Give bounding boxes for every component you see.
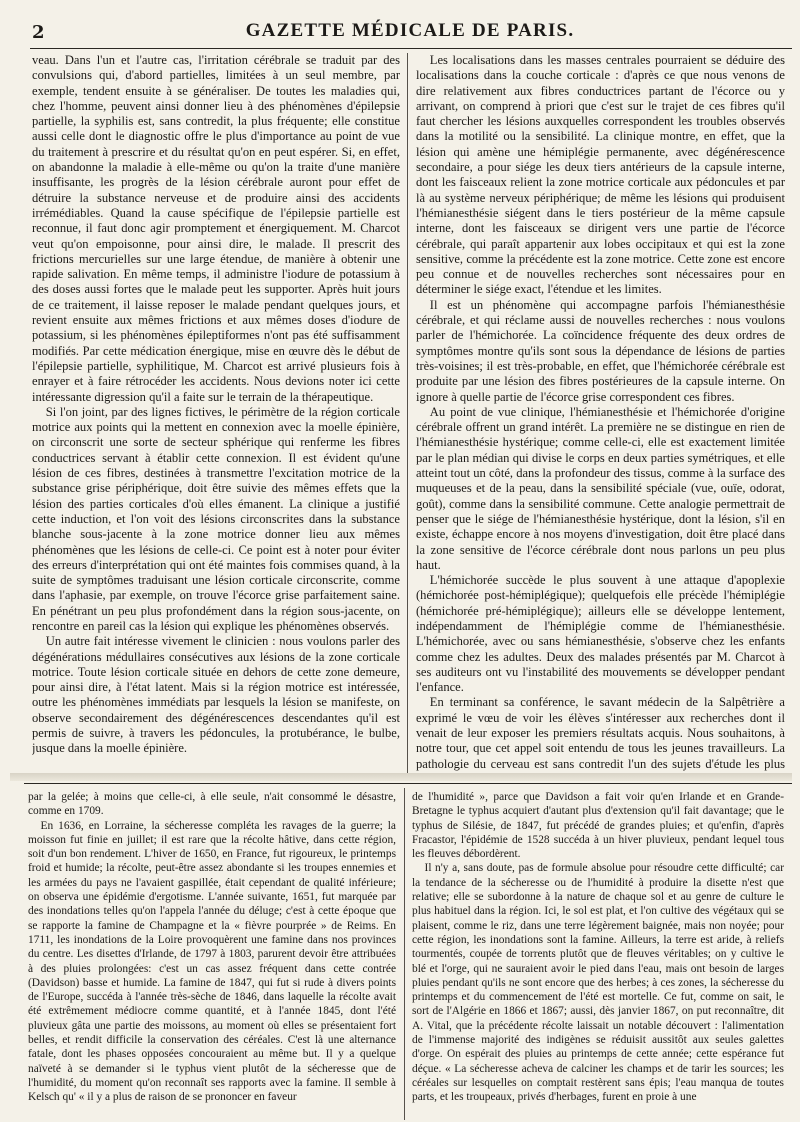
article-column-right [416,53,785,773]
running-header [30,20,790,46]
paragraph: par la gelée; à moins que celle-ci, à elle seule, n'ait consommé le désastre, comme en 1709. [28,791,396,818]
paragraph: En 1636, en Lorraine, la sécheresse compléta les ravages de la guerre; la moisson fut finie en juillet; il est rare que la récolte hâtive, dans cette région, soit d'un bon rendement. L'hiver de 1650, en France, fut rigoureux, le printemps froid et humide; la récolte, peut-être assez abondante si les troupes ennemies et les armées du pays ne l'avaient gaspillée, était cependant de qualité inférieure; on observa une épidémie d'ergotisme. L'année suivante, 1651, fut marquée par des inondations telles qu'on l'appela l'année du déluge; c'est à cette époque que se rapporte la famine de Champagne et la « fièvre pourprée » de Reims. En 1711, les inondations de la Loire provoquèrent une famine dans nos provinces du centre. Les disettes d'Irlande, de 1797 à 1803, parurent devoir être attribuées à des pluies prolongées: c'est un cas assez fréquent dans cette contrée (Davidson) basse et humide. La famine de 1847, qui fut si rude à divers points de l'Europe, succéda à l'année très-sèche de 1846, dans laquelle la récolte avait été extrêmement médiocre comme quantité, et à l'année 1845, dont l'été pluvieux gâta une partie des moissons, au moment où elles se présentaient fort belles, et rendit difficile la conservation des céréales. C'est là une alternance fatale, dont les phases opposées concouraient au même but. Il y a quelque naïveté à se demander si le typhus vient plutôt de la sécheresse que de l'humidité, du moment qu'on reconnaît ses rapports avec la famine. Il semble à Kelsch qu' « il y a plus de raison de se prononcer en faveur [28,819,396,1104]
page-fold-band [10,773,792,781]
feuilleton-column-left [28,790,396,1120]
article-column-left [32,53,400,773]
paragraph: Un autre fait intéresse vivement le clinicien : nous voulons parler des dégénérations médullaires consécutives aux lésions de la zone corticale motrice. Toute lésion corticale située en dehors de cette zone demeure, pour ainsi dire, à l'état latent. Mais si la région motrice est intéressée, outre les phénomènes immédiats par lesquels la lésion se manifeste, on observe secondairement des dégénérescences descendantes qu'il est permis de suivre, à travers les pédoncules, la protubérance, le bulbe, jusque dans la moelle épinière. [32,634,400,756]
paragraph: veau. Dans l'un et l'autre cas, l'irritation cérébrale se traduit par des convulsions qui, d'abord partielles, limitées à un seul membre, par exemple, tendent ensuite à se généraliser. De toutes les maladies qui, chez l'homme, peuvent ainsi donner lieu à des phénomènes d'épilepsie partielle, la syphilis est, sans contredit, la plus fréquente; elle constitue aussi celle dont le diagnostic offre le plus d'importance au point de vue du traitement à prescrire et du résultat qu'on en peut espérer. Si, en effet, on abandonne la maladie à elle-même ou qu'on la traite d'une manière insuffisante, les progrès de la lésion cérébrale auront pour effet de détruire la substance nerveuse et de produire ainsi des accidents irrémédiables. Quand la cause spécifique de l'épilepsie partielle est reconnue, il faut donc agir promptement et énergiquement. M. Charcot veut qu'on empoisonne, pour ainsi dire, le malade. Il prescrit des frictions mercurielles sur une large étendue, de manière à obtenir une rapide salivation. En même temps, il administre l'iodure de potassium à des doses aussi fortes que le malade peut les supporter. Après huit jours de ce traitement, il laisse reposer le malade pendant quelques jours, et revient ensuite aux mêmes frictions et aux mêmes doses d'iodure de potassium, si les phénomènes épileptiformes n'ont pas été suffisamment modifiés. Par cette médication énergique, mise en œuvre dès le début de l'épilepsie partielle, syphilitique, M. Charcot est arrivé plusieurs fois à enrayer et à faire rétrocéder les accidents. Nous devions noter ici cette intéressante digression qu'il a faite sur le terrain de la thérapeutique. [32,53,400,404]
paragraph: Il est un phénomène qui accompagne parfois l'hémianesthésie cérébrale, et qui réclame aussi de nouvelles recherches : nous voulons parler de l'hémichorée. La coïncidence fréquente des deux ordres de symptômes montre qu'ils sont sous la dépendance de lésions de parties très-voisines; il est très-probable, en effet, que l'hémichorée cérébrale est produite par une lésion des fibres postérieures de la capsule interne. On ignore à quelle partie de l'écorce grise correspondent ces fibres. [416,297,785,404]
feuilleton-rule [24,783,792,784]
column-divider [404,788,405,1120]
page-number: 2 [32,22,45,43]
journal-title: GAZETTE MÉDICALE DE PARIS. [245,20,575,41]
paragraph: Au point de vue clinique, l'hémianesthésie et l'hémichorée d'origine cérébrale offrent un grand intérêt. La première ne se distingue en rien de l'hémianesthésie hystérique; comme celle-ci, elle est exactement limitée par le plan médian qui divise le corps en deux parties symétriques, et elle atteint tout un côté, dans la profondeur des tissus, comme à la surface des muqueuses et de la peau, dans la sensibilité spéciale (vue, ouïe, odorat, goût), comme dans la sensibilité commune. Cette analogie permettrait de penser que le siége de l'hémianesthésie hystérique, dont la lésion, s'il en existe, échappe encore à nos moyens d'investigation, doit être placé dans la zone sensitive de l'écorce cérébrale dont nous parlons un peu plus haut. [416,404,785,572]
column-divider [407,53,408,773]
paragraph: L'hémichorée succède le plus souvent à une attaque d'apoplexie (hémichorée post-hémiplégique); quelquefois elle précède l'hémiplégie (hémichorée pré-hémiplégique); ailleurs elle se développe lentement, indépendamment de l'hémiplégie comme de l'hémianesthésie. L'hémichorée, avec ou sans hémianesthésie, s'observe chez les enfants comme chez les adultes. Deux des malades présentés par M. Charcot à ses auditeurs ont vu l'instabilité des mouvements se développer pendant l'enfance. [416,573,785,695]
paragraph: En terminant sa conférence, le savant médecin de la Salpêtrière a exprimé le vœu de voir les élèves s'intéresser aux recherches dont il venait de leur exposer les premiers résultats acquis. Nous souhaitons, à notre tour, que cet appel soit entendu de tous les jeunes travailleurs. La pathologie du cerveau est sans contredit l'un des sujets d'étude les plus [416,695,785,771]
paragraph: Les localisations dans les masses centrales pourraient se déduire des localisations dans la couche corticale : d'après ce que nous venons de dire relativement aux fibres conductrices partant de l'écorce ou y arrivant, on comprend à priori que c'est sur le trajet de ces fibres qu'il faut chercher les lésions auxquelles correspondent les troubles observés dans la motilité ou la sensibilité. La clinique montre, en effet, que la lésion qui amène une hémiplégie permanente, avec dégénérescence secondaire, a pour siége les deux tiers antérieurs de la capsule interne, dont les faisceaux relient la zone motrice corticale aux pédoncules et par là au système nerveux périphérique; de même les lésions qui produisent l'hémianesthésie siégent dans le tiers postérieur de la même capsule interne, dont les faisceaux se dirigent vers une partie de l'écorce cérébrale, qui paraît appartenir aux lobes occipitaux et qui est la zone sensitive, comme la précédente est la zone motrice. Cette zone est encore peu connue et de nouvelles recherches sont nécessaires pour en déterminer le siége exact, l'étendue et les limites. [416,53,785,297]
paragraph: de l'humidité », parce que Davidson a fait voir qu'en Irlande et en Grande-Bretagne le typhus acquiert d'autant plus d'extension qu'il fait davantage; que le typhus de Silésie, de 1847, fut précédé de grandes pluies; et qu'enfin, d'après Fracastor, l'épidémie de 1528 succéda à un hiver pluvieux, pendant lequel tous les fleuves débordèrent. [412,791,784,861]
header-rule [30,48,792,49]
paragraph: Si l'on joint, par des lignes fictives, le périmètre de la région corticale motrice aux points qui la mettent en connexion avec la moelle épinière, on circonscrit une sorte de secteur sphérique qui renferme les fibres conductrices servant à établir cette connexion. Il est évident qu'une lésion de ces fibres, destinées à transmettre l'excitation motrice de la substance grise périphérique, doit être suivie des mêmes effets que la lésion des parties corticales d'où elles émanent. La clinique a justifié cette induction, et l'on voit des lésions circonscrites dans la substance blanche sous-jacente à la zone motrice donner lieu aux mêmes phénomènes que les lésions de celle-ci. Ce point est à noter pour éviter des erreurs d'interprétation qui ont été maintes fois commises quand, à la suite de symptômes traduisant une lésion corticale circonscrite, comme dans l'aphasie, par exemple, on trouve l'écorce grise parfaitement saine. En pénétrant un peu plus profondément dans la région sous-jacente, on rencontre en pareil cas la lésion qui explique les phénomènes observés. [32,404,400,633]
feuilleton-column-right [412,790,784,1120]
paragraph: Il n'y a, sans doute, pas de formule absolue pour résoudre cette difficulté; car la tendance de la sécheresse ou de l'humidité à produire la disette n'est que relative; elle se subordonne à la nature de chaque sol et au genre de culture le plus habituel dans la région. Ici, le sol est plat, et l'on cultive des végétaux qui se plaisent, comme le riz, dans une terre légèrement baignée, mais non noyée; pour cette région, les inondations sont la famine. Ailleurs, la terre est aride, à reliefs tourmentés, coupée de torrents plutôt que de fleuves véritables; on y cultive le blé et l'orge, qui ne sauraient avoir le pied dans l'eau, mais ont besoin de larges pluies pendant qu'ils ne sont encore que des herbes; à ces zones, la sécheresse du printemps et du commencement de l'été est mortelle. Ce fut, comme on sait, le sort de l'Algérie en 1866 et 1867; aussi, dès janvier 1867, on put reconnaître, dit A. Vital, que la précédente récolte laissait un notable découvert : l'alimentation de l'immense majorité des indigènes se réduisit aussitôt aux seules galettes d'orge. On espérait des pluies au printemps de cette année; cette espérance fut déçue. « La sécheresse acheva de calciner les champs et de tarir les sources; les céréales sur lesquelles on comptait restèrent sans épis; l'eau manqua de toutes parts, et les troupeaux, privés d'herbages, furent en proie à une [412,862,784,1104]
